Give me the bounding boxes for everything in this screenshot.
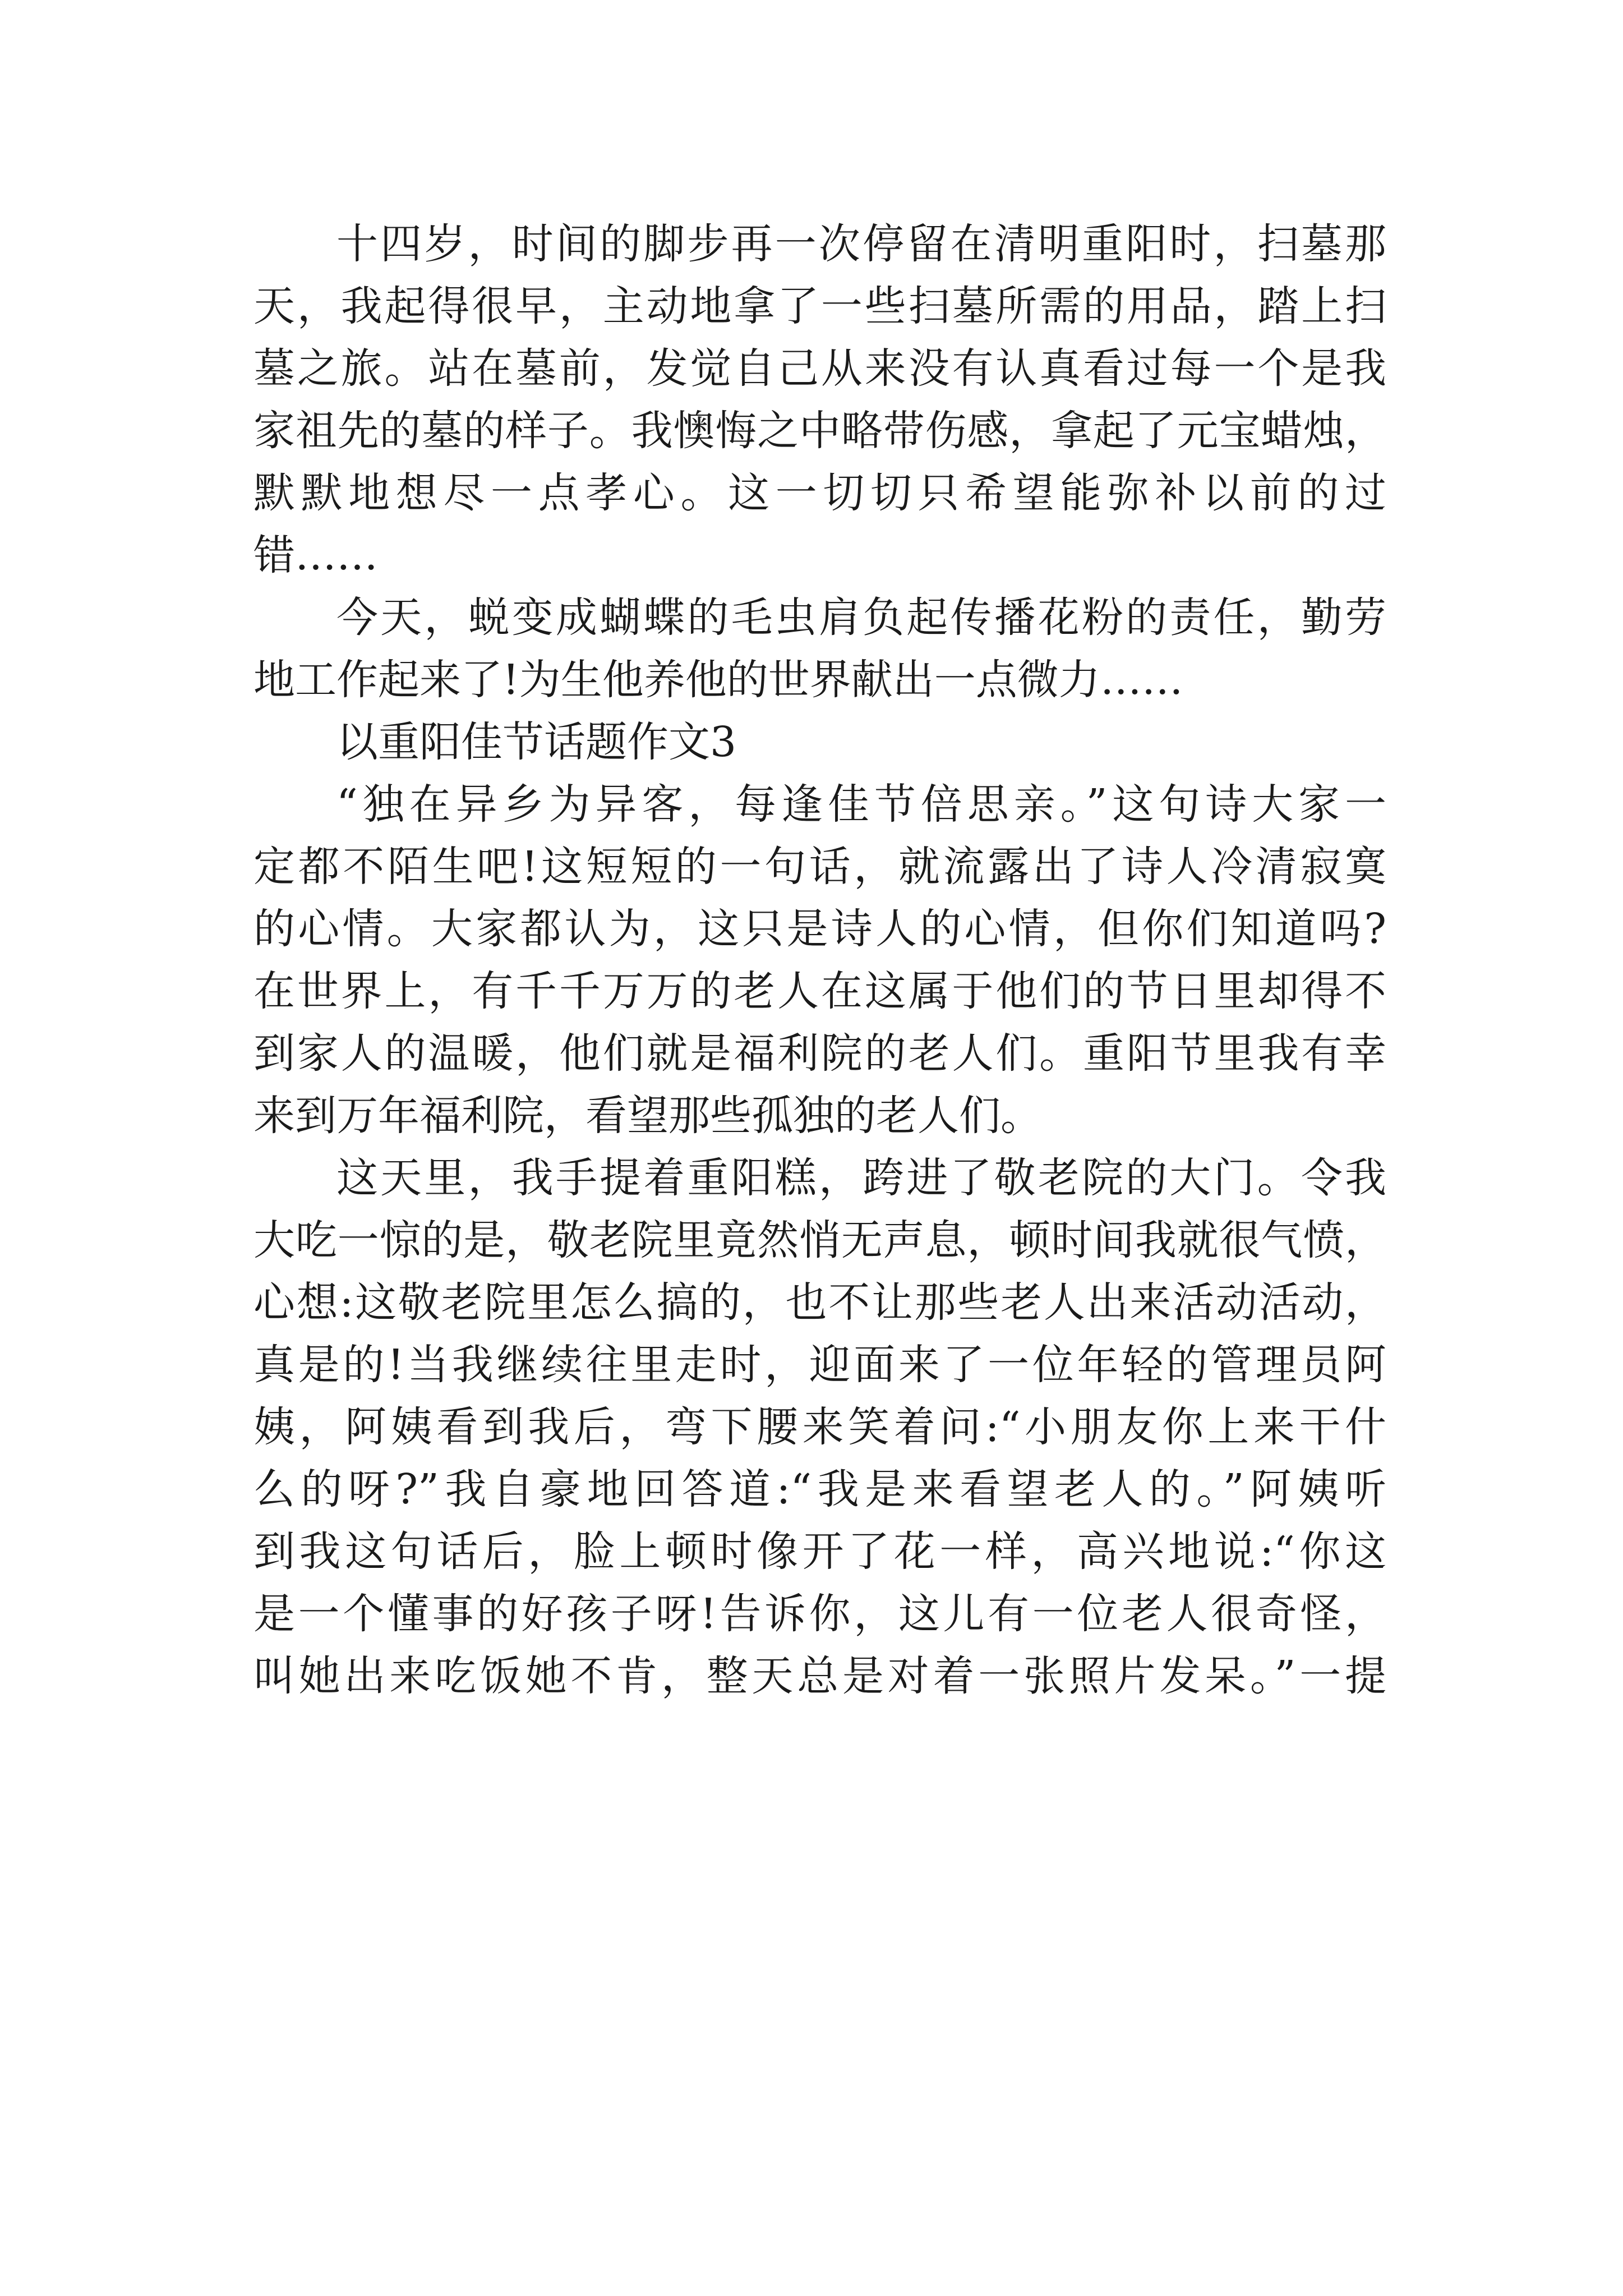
text-line: 今天，蜕变成蝴蝶的毛虫肩负起传播花粉的责任，勤劳: [336, 593, 1386, 642]
text-line: 心想:这敬老院里怎么搞的，也不让那些老人出来活动活动，: [253, 1278, 1386, 1327]
text-line: 这天里，我手提着重阳糕，跨进了敬老院的大门。令我: [336, 1154, 1386, 1202]
text-line: 错……: [253, 531, 378, 579]
text-line: 到家人的温暖，他们就是福利院的老人们。重阳节里我有幸: [253, 1029, 1386, 1078]
text-line: 墓之旅。站在墓前，发觉自己从来没有认真看过每一个是我: [253, 344, 1386, 393]
text-line: 家祖先的墓的样子。我懊悔之中略带伤感，拿起了元宝蜡烛，: [253, 407, 1386, 455]
section-heading: 以重阳佳节话题作文3: [336, 718, 737, 766]
text-line: 是一个懂事的好孩子呀!告诉你，这儿有一位老人很奇怪，: [253, 1590, 1386, 1638]
text-line: 天，我起得很早，主动地拿了一些扫墓所需的用品，踏上扫: [253, 282, 1386, 330]
text-line: 大吃一惊的是，敬老院里竟然悄无声息，顿时间我就很气愤，: [253, 1216, 1386, 1264]
text-line: 的心情。大家都认为，这只是诗人的心情，但你们知道吗?: [253, 905, 1386, 953]
text-line: 在世界上，有千千万万的老人在这属于他们的节日里却得不: [253, 967, 1386, 1015]
text-line: 真是的!当我继续往里走时，迎面来了一位年轻的管理员阿: [253, 1341, 1386, 1389]
text-line: 姨，阿姨看到我后，弯下腰来笑着问:“小朋友你上来干什: [253, 1403, 1386, 1451]
text-line: 定都不陌生吧!这短短的一句话，就流露出了诗人冷清寂寞: [253, 843, 1386, 891]
text-line: 叫她出来吃饭她不肯，整天总是对着一张照片发呆。”一提: [253, 1652, 1386, 1700]
text-line: 十四岁，时间的脚步再一次停留在清明重阳时，扫墓那: [336, 220, 1386, 268]
text-line: 默默地想尽一点孝心。这一切切只希望能弥补以前的过: [253, 469, 1386, 517]
text-line: 地工作起来了!为生他养他的世界献出一点微力……: [253, 656, 1183, 704]
text-line: “独在异乡为异客，每逢佳节倍思亲。”这句诗大家一: [336, 780, 1386, 829]
text-line: 到我这句话后，脸上顿时像开了花一样，高兴地说:“你这: [253, 1527, 1386, 1576]
text-line: 来到万年福利院，看望那些孤独的老人们。: [253, 1092, 1042, 1140]
text-line: 么的呀?”我自豪地回答道:“我是来看望老人的。”阿姨听: [253, 1465, 1386, 1513]
